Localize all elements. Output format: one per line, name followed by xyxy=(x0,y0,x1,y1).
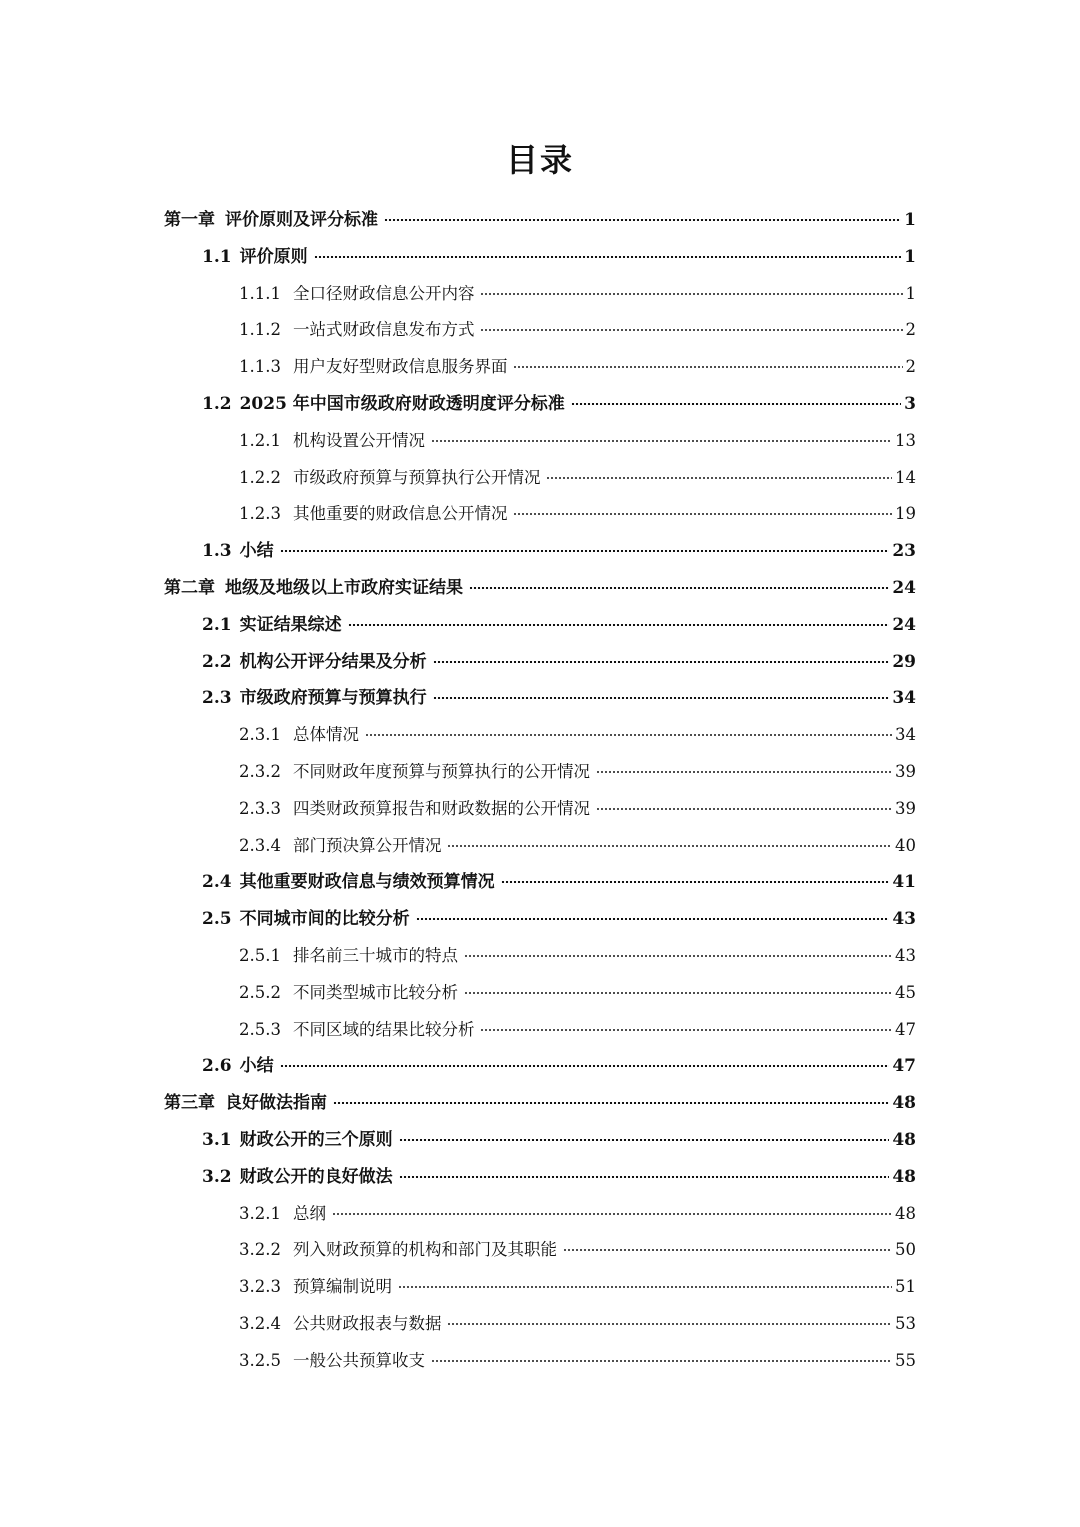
dot-leader xyxy=(513,513,892,515)
toc-entry-page-number: 19 xyxy=(895,504,916,524)
toc-entry-page-number: 13 xyxy=(895,430,916,450)
dot-leader xyxy=(571,403,901,405)
dot-leader xyxy=(431,1360,892,1362)
toc-entry-number: 2.3.2 xyxy=(239,761,281,781)
toc-entry-page-number: 43 xyxy=(895,945,916,965)
toc-entry-page-number: 23 xyxy=(892,541,916,562)
toc-entry-page-number: 39 xyxy=(895,798,916,818)
dot-leader xyxy=(464,955,892,957)
toc-entry-text: 一般公共预算收支 xyxy=(292,1350,425,1370)
toc-entry-number: 1.1.1 xyxy=(239,283,281,303)
toc-entry-number: 2.4 xyxy=(202,872,232,893)
dot-leader xyxy=(365,734,892,736)
toc-entry-number: 3.2 xyxy=(202,1166,232,1187)
toc-entry-page-number: 48 xyxy=(892,1093,916,1114)
toc-entry-text: 机构公开评分结果及分析 xyxy=(239,651,427,672)
toc-entry[interactable] xyxy=(0,828,1080,865)
toc-entry[interactable] xyxy=(0,460,1080,497)
toc-entry[interactable] xyxy=(0,1306,1080,1343)
toc-entry-text: 小结 xyxy=(239,541,274,562)
toc-entry[interactable] xyxy=(0,1232,1080,1269)
toc-entry-number: 2.3.3 xyxy=(239,798,281,818)
toc-entry[interactable] xyxy=(0,754,1080,791)
toc-entry-page-number: 51 xyxy=(895,1277,916,1297)
toc-entry-text: 评价原则 xyxy=(239,246,308,267)
toc-entry-text: 其他重要的财政信息公开情况 xyxy=(292,504,508,524)
dot-leader xyxy=(464,992,892,994)
page-title: 目录 xyxy=(505,141,574,179)
toc-entry[interactable] xyxy=(0,570,1080,607)
toc-entry-text: 部门预决算公开情况 xyxy=(292,835,442,855)
toc-entry[interactable] xyxy=(0,312,1080,349)
toc-entry[interactable] xyxy=(0,938,1080,975)
toc-entry-page-number: 43 xyxy=(892,909,916,930)
toc-entry-text: 地级及地级以上市政府实证结果 xyxy=(225,577,463,598)
dot-leader xyxy=(563,1249,892,1251)
toc-entry-number: 1.3 xyxy=(202,541,232,562)
toc-entry-text: 市级政府预算与预算执行 xyxy=(239,688,427,709)
toc-entry-number: 3.2.1 xyxy=(239,1203,281,1223)
toc-entry-page-number: 14 xyxy=(895,467,916,487)
toc-entry-number: 2.2 xyxy=(202,651,232,672)
toc-entry-number: 2.5.1 xyxy=(239,945,281,965)
dot-leader xyxy=(314,256,902,258)
dot-leader xyxy=(447,1323,892,1325)
toc-entry-text: 良好做法指南 xyxy=(225,1093,327,1114)
toc-entry-text: 四类财政预算报告和财政数据的公开情况 xyxy=(292,798,590,818)
toc-entry-page-number: 47 xyxy=(892,1056,916,1077)
toc-entry-page-number: 50 xyxy=(895,1240,916,1260)
toc-entry-page-number: 2 xyxy=(905,357,916,377)
toc-entry[interactable] xyxy=(0,1159,1080,1196)
toc-entry[interactable] xyxy=(0,1085,1080,1122)
toc-entry-number: 2.3.4 xyxy=(239,835,281,855)
dot-leader xyxy=(596,808,892,810)
toc-entry-text: 机构设置公开情况 xyxy=(292,430,425,450)
toc-entry-page-number: 24 xyxy=(892,577,916,598)
dot-leader xyxy=(398,1286,892,1288)
toc-entry-number: 2.3.1 xyxy=(239,725,281,745)
toc-entry-number: 1.2.1 xyxy=(239,430,281,450)
toc-entry-number: 第三章 xyxy=(164,1093,215,1114)
toc-entry-page-number: 48 xyxy=(892,1129,916,1150)
toc-entry[interactable] xyxy=(0,1196,1080,1233)
toc-entry[interactable] xyxy=(0,423,1080,460)
dot-leader xyxy=(280,550,890,552)
toc-entry-text: 公共财政报表与数据 xyxy=(292,1313,442,1333)
dot-leader xyxy=(416,918,890,920)
dot-leader xyxy=(280,1065,890,1067)
toc-entry[interactable] xyxy=(0,1343,1080,1380)
toc-entry-number: 2.1 xyxy=(202,614,232,635)
toc-entry-page-number: 39 xyxy=(895,761,916,781)
toc-entry-number: 2.5 xyxy=(202,909,232,930)
toc-entry-text: 不同区域的结果比较分析 xyxy=(292,1019,475,1039)
toc-entry-page-number: 40 xyxy=(895,835,916,855)
toc-entry-number: 1.1.2 xyxy=(239,320,281,340)
dot-leader xyxy=(433,697,890,699)
toc-entry-text: 财政公开的良好做法 xyxy=(239,1166,393,1187)
dot-leader xyxy=(447,845,892,847)
dot-leader xyxy=(333,1102,889,1104)
toc-entry[interactable] xyxy=(0,607,1080,644)
toc-entry[interactable] xyxy=(0,1269,1080,1306)
toc-entry-page-number: 53 xyxy=(895,1313,916,1333)
toc-entry-number: 3.1 xyxy=(202,1129,232,1150)
toc-entry[interactable] xyxy=(0,680,1080,717)
dot-leader xyxy=(596,771,892,773)
dot-leader xyxy=(513,366,902,368)
dot-leader xyxy=(546,477,892,479)
dot-leader xyxy=(501,881,890,883)
toc-entry-text: 财政公开的三个原则 xyxy=(239,1129,393,1150)
dot-leader xyxy=(480,329,902,331)
toc-entry-text: 一站式财政信息发布方式 xyxy=(292,320,475,340)
toc-entry-number: 2.5.3 xyxy=(239,1019,281,1039)
dot-leader xyxy=(433,661,890,663)
toc-entry-text: 排名前三十城市的特点 xyxy=(292,945,458,965)
toc-entry-text: 评价原则及评分标准 xyxy=(225,210,378,230)
toc-entry-text: 不同类型城市比较分析 xyxy=(292,982,458,1002)
toc-entry-number: 2.3 xyxy=(202,688,232,709)
toc-entry-text: 其他重要财政信息与绩效预算情况 xyxy=(239,872,495,893)
toc-entry[interactable] xyxy=(0,644,1080,681)
toc-entry[interactable] xyxy=(0,202,1080,239)
toc-entry-page-number: 1 xyxy=(904,210,916,230)
toc-entry[interactable] xyxy=(0,239,1080,276)
toc-entry-text: 预算编制说明 xyxy=(292,1277,392,1297)
toc-entry-page-number: 34 xyxy=(895,725,916,745)
toc-entry-number: 第一章 xyxy=(164,210,215,230)
toc-entry-text: 2025 年中国市级政府财政透明度评分标准 xyxy=(239,393,565,414)
toc-entry[interactable] xyxy=(0,1012,1080,1049)
toc-entry-number: 1.2 xyxy=(202,393,232,414)
toc-entry-number: 3.2.4 xyxy=(239,1313,281,1333)
toc-entry-page-number: 48 xyxy=(892,1166,916,1187)
toc-entry[interactable] xyxy=(0,901,1080,938)
toc-entry-page-number: 3 xyxy=(904,393,916,414)
toc-entry-text: 总纲 xyxy=(292,1203,326,1223)
toc-entry[interactable] xyxy=(0,717,1080,754)
toc-entry-text: 列入财政预算的机构和部门及其职能 xyxy=(292,1240,557,1260)
toc-entry-number: 3.2.2 xyxy=(239,1240,281,1260)
toc-entry-text: 市级政府预算与预算执行公开情况 xyxy=(292,467,541,487)
toc-entry-page-number: 2 xyxy=(905,320,916,340)
dot-leader xyxy=(348,624,890,626)
dot-leader xyxy=(469,587,889,589)
toc-entry[interactable] xyxy=(0,1122,1080,1159)
toc-entry[interactable] xyxy=(0,864,1080,901)
toc-entry[interactable] xyxy=(0,533,1080,570)
toc-entry[interactable] xyxy=(0,496,1080,533)
toc-entry-number: 1.1.3 xyxy=(239,357,281,377)
toc-entry[interactable] xyxy=(0,276,1080,313)
toc-entry[interactable] xyxy=(0,386,1080,423)
dot-leader xyxy=(332,1213,892,1215)
toc-entry[interactable] xyxy=(0,1048,1080,1085)
toc-entry-text: 小结 xyxy=(239,1056,274,1077)
toc-entry-page-number: 41 xyxy=(892,872,916,893)
toc-entry[interactable] xyxy=(0,791,1080,828)
toc-entry-number: 2.6 xyxy=(202,1056,232,1077)
toc-entry-page-number: 24 xyxy=(892,614,916,635)
toc-entry-page-number: 34 xyxy=(892,688,916,709)
table-of-contents xyxy=(0,202,1080,1380)
toc-entry-text: 不同财政年度预算与预算执行的公开情况 xyxy=(292,761,590,781)
toc-entry-page-number: 47 xyxy=(895,1019,916,1039)
toc-entry-text: 全口径财政信息公开内容 xyxy=(292,283,475,303)
toc-entry-text: 总体情况 xyxy=(292,725,359,745)
dot-leader xyxy=(399,1139,890,1141)
toc-entry-text: 不同城市间的比较分析 xyxy=(239,909,410,930)
toc-entry-page-number: 55 xyxy=(895,1350,916,1370)
dot-leader xyxy=(399,1176,890,1178)
toc-entry-page-number: 1 xyxy=(905,283,916,303)
toc-entry-number: 1.2.2 xyxy=(239,467,281,487)
dot-leader xyxy=(480,1029,892,1031)
toc-entry-page-number: 45 xyxy=(895,982,916,1002)
toc-entry-number: 1.2.3 xyxy=(239,504,281,524)
toc-entry-page-number: 29 xyxy=(892,651,916,672)
toc-entry-text: 实证结果综述 xyxy=(239,614,342,635)
toc-entry[interactable] xyxy=(0,349,1080,386)
toc-entry-number: 3.2.3 xyxy=(239,1277,281,1297)
toc-entry[interactable] xyxy=(0,975,1080,1012)
toc-entry-page-number: 1 xyxy=(904,246,916,267)
dot-leader xyxy=(480,293,902,295)
toc-entry-number: 2.5.2 xyxy=(239,982,281,1002)
toc-entry-number: 1.1 xyxy=(202,246,232,267)
toc-entry-number: 第二章 xyxy=(164,577,215,598)
toc-entry-page-number: 48 xyxy=(895,1203,916,1223)
dot-leader xyxy=(431,440,892,442)
toc-entry-text: 用户友好型财政信息服务界面 xyxy=(292,357,508,377)
toc-entry-number: 3.2.5 xyxy=(239,1350,281,1370)
dot-leader xyxy=(384,219,901,221)
